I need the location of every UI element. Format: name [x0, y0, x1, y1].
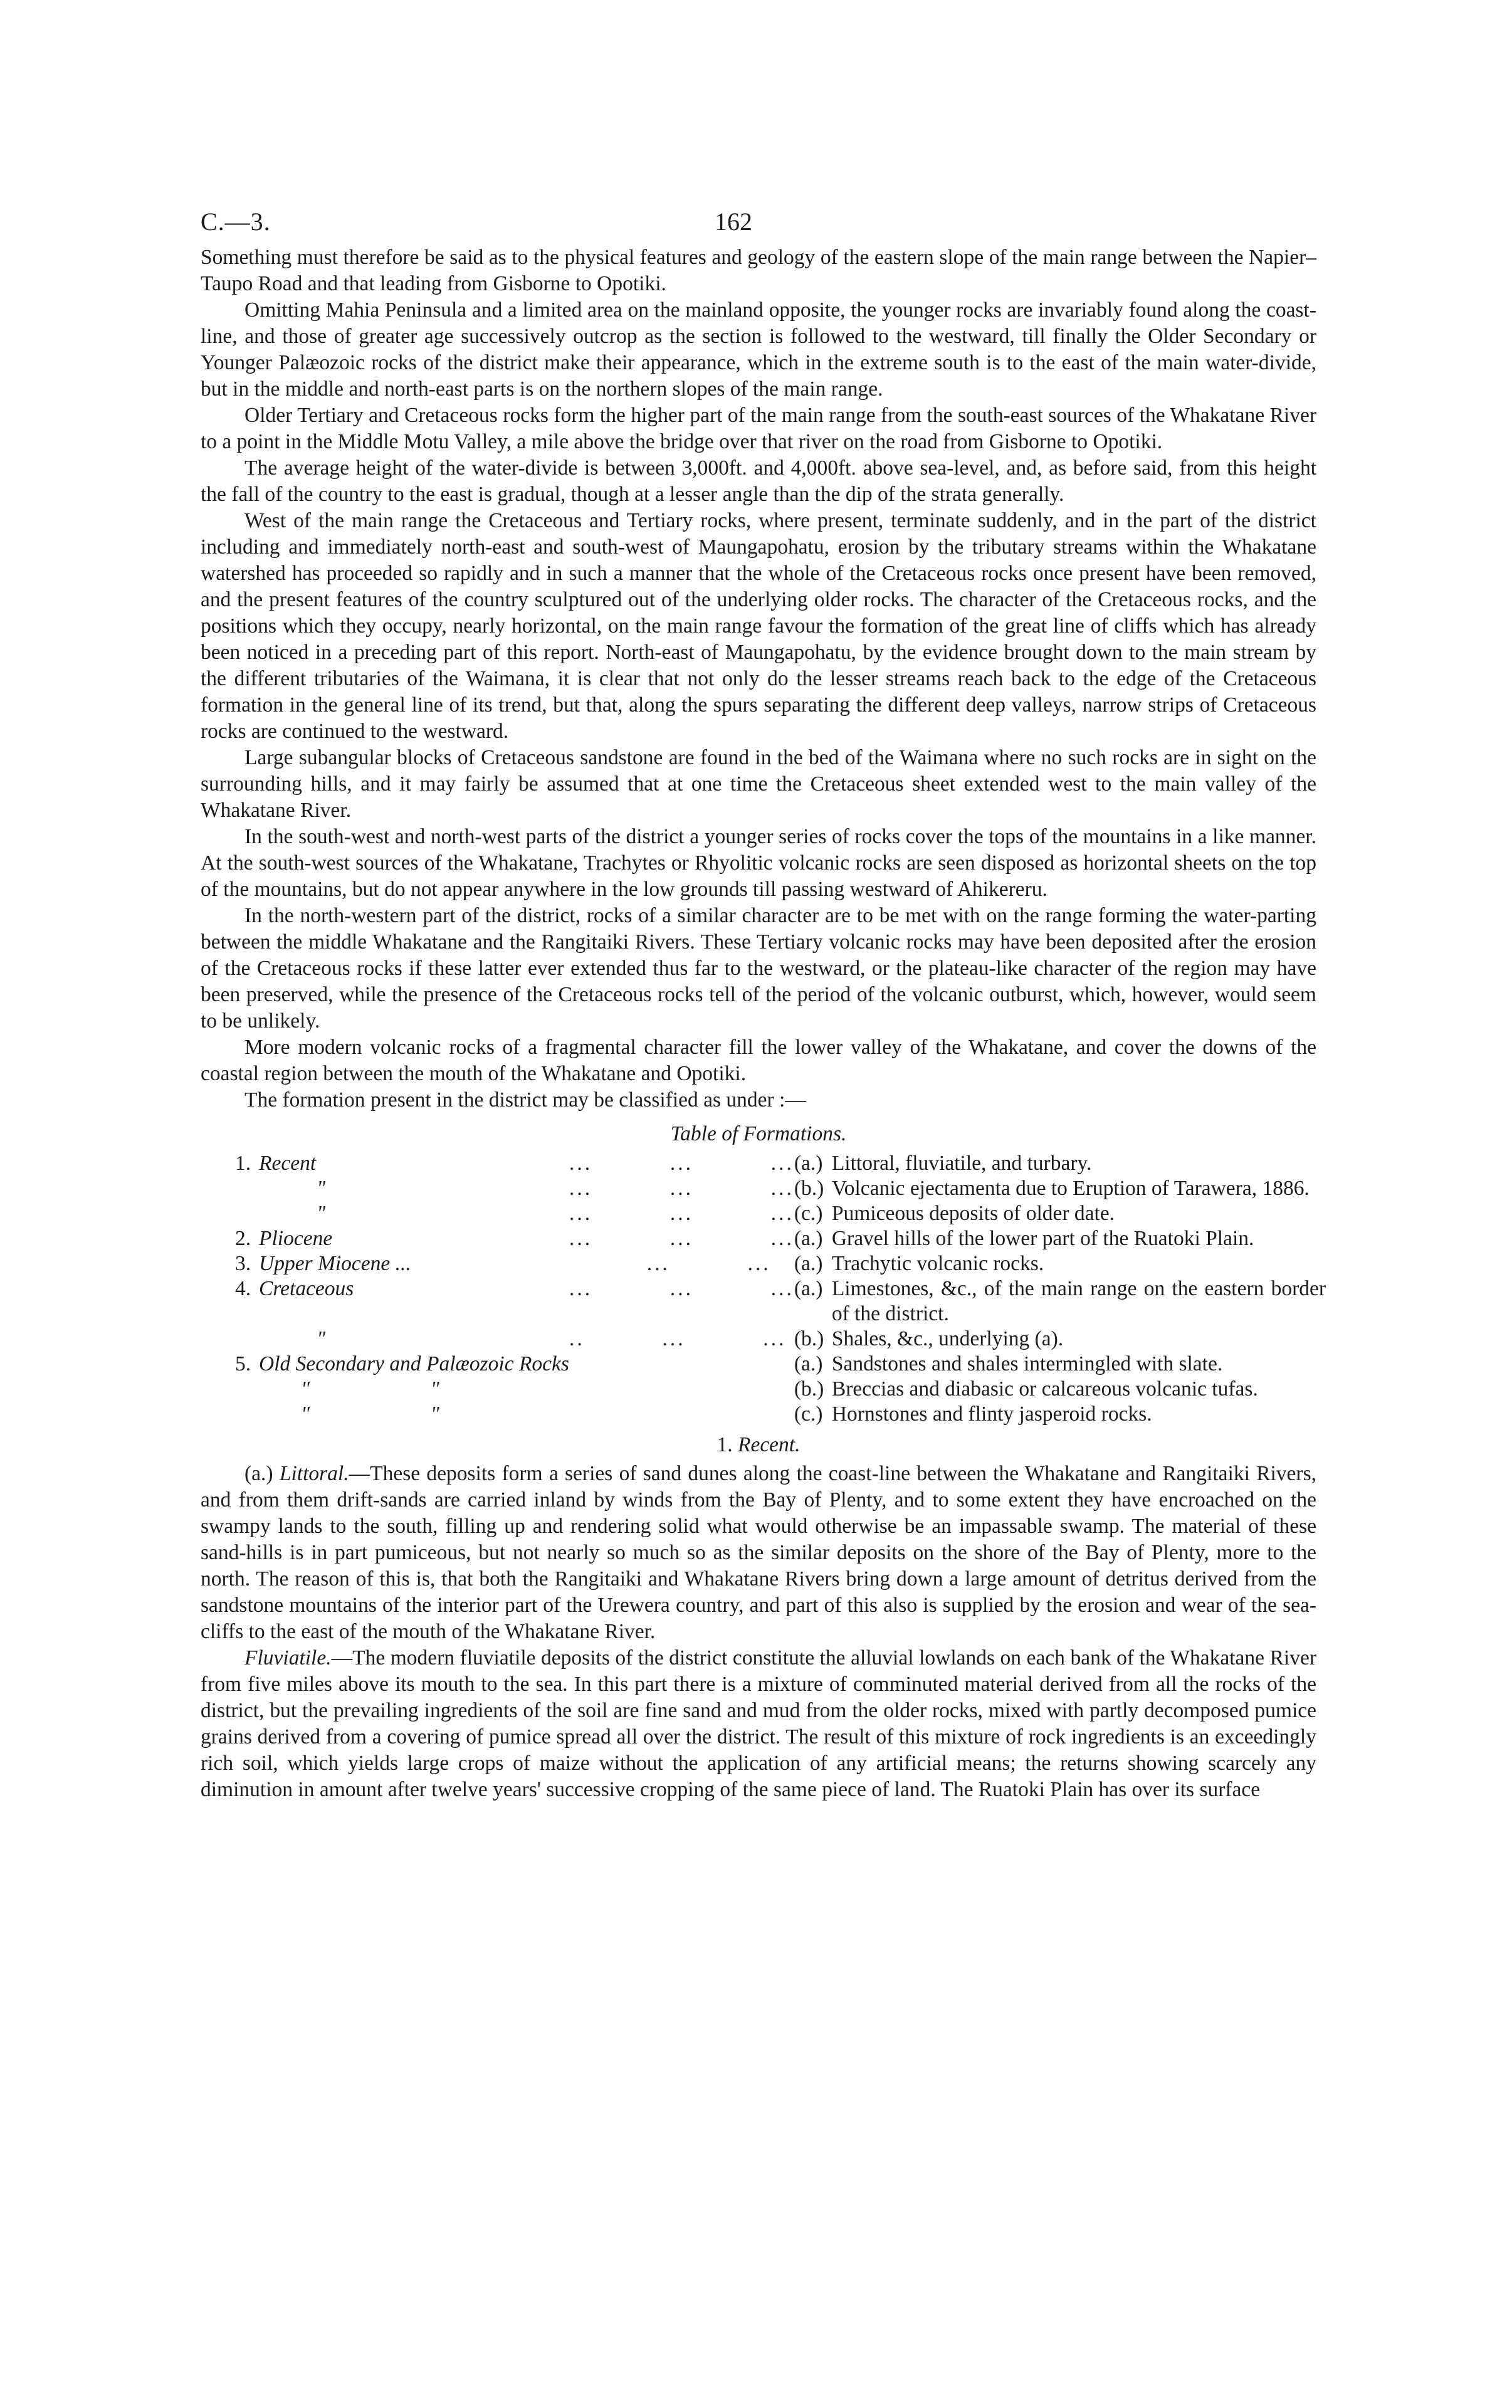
- table-caption: [201, 1121, 1316, 1147]
- formation-name: Upper Miocene ...: [259, 1252, 411, 1275]
- document-page: [201, 201, 1326, 1803]
- formation-number: [235, 1377, 259, 1402]
- formation-row: [235, 1377, 1326, 1402]
- formation-description: Limestones, &c., of the main range on the eastern border of the district.: [831, 1277, 1326, 1325]
- formation-description: Volcanic ejectamenta due to Eruption of Tarawera, 1886.: [831, 1177, 1310, 1200]
- section-title: Recent.: [737, 1433, 801, 1456]
- paragraph: West of the main range the Cretaceous and Tertiary rocks, where present, terminate suddenly, and in the part of the district including and immediately north-east and south-west of Maungapohatu, erosion by the tributary streams within the Whakatane watershed has proceeded so rapidly and in such a manner that the whole of the Cretaceous rocks once present have been removed, and the present features of the country sculptured out of the underlying older rocks. The character of the Cretaceous rocks, and the positions which they occupy, nearly horizontal, on the main range favour the formation of the great line of cliffs which has already been noticed in a preceding part of this report. North-east of Maungapohatu, by the evidence brought down to the main stream by the different tributaries of the Waimana, it is clear that not only do the lesser streams reach back to the edge of the Cretaceous formation in the general line of its trend, but that, along the spurs separating the different deep valleys, narrow strips of Cretaceous rocks are continued to the westward.: [201, 509, 1316, 743]
- fluviatile-text: —The modern fluviatile deposits of the district constitute the alluvial lowlands on each bank of the Whakatane River from five miles above its mouth to the sea. In this part there is a mixture of comminuted material derived from all the rocks of the district, but the prevailing ingredients of the soil are fine sand and mud from the older rocks, mixed with partly decomposed pumice grains derived from a covering of pumice spread all over the district. The result of this mixture of rock ingredients is an exceedingly rich soil, which yields large crops of maize without the application of any artificial means; the returns showing scarcely any diminution in amount after twelve years' successive cropping of the same piece of land. The Ruatoki Plain has over its surface: [201, 1646, 1316, 1801]
- formation-name: Cretaceous: [259, 1277, 354, 1300]
- formation-item-label: (a.): [794, 1152, 823, 1175]
- formation-description: Sandstones and shales intermingled with slate.: [831, 1352, 1223, 1375]
- formation-name: " ": [259, 1402, 439, 1426]
- paragraph: In the south-west and north-west parts of the district a younger series of rocks cover the tops of the mountains in a like manner. At the south-west sources of the Whakatane, Trachytes or Rhyolitic volcanic rocks are seen disposed as horizontal sheets on the top of the mountains, but do not appear anywhere in the low grounds till passing westward of Ahikereru.: [201, 825, 1316, 901]
- formation-row: [235, 1251, 1326, 1276]
- formation-number: 4.: [235, 1277, 251, 1300]
- formation-name: Old Secondary and Palæozoic Rocks: [259, 1352, 569, 1375]
- formation-description: Shales, &c., underlying (a).: [831, 1327, 1064, 1350]
- paragraph: Omitting Mahia Peninsula and a limited area on the mainland opposite, the younger rocks are invariably found along the coast-line, and those of greater age successively outcrop as the section is followed to the westward, till finally the Older Secondary or Younger Palæozoic rocks of the district make their appearance, which in the extreme south is to the east of the main water-divide, but in the middle and north-east parts is on the northern slopes of the main range.: [201, 298, 1316, 401]
- fluviatile-term: Fluviatile.: [244, 1646, 332, 1669]
- littoral-lead: (a.): [244, 1462, 280, 1485]
- paragraph: Something must therefore be said as to the physical features and geology of the eastern slope of the main range between the Napier–Taupo Road and that leading from Gisborne to Opotiki.: [201, 246, 1316, 295]
- paragraph: In the north-western part of the district, rocks of a similar character are to be met with on the range forming the water-parting between the middle Whakatane and the Rangitaiki Rivers. These Tertiary volcanic rocks may have been deposited after the erosion of the Cretaceous rocks if these latter ever extended thus far to the westward, or the plateau-like character of the region may have been preserved, while the presence of the Cretaceous rocks tell of the period of the volcanic outburst, which, however, would seem to be unlikely.: [201, 904, 1316, 1033]
- formation-leader-dots: ... ... ...: [569, 1177, 794, 1200]
- table-caption-suffix: Formations.: [743, 1122, 847, 1145]
- formation-name: ": [259, 1327, 326, 1350]
- paragraph-fluviatile: [201, 1645, 1316, 1803]
- formation-number: [235, 1201, 259, 1226]
- formation-number: [235, 1402, 259, 1427]
- formation-item-label: (a.): [794, 1352, 823, 1375]
- section-number: 1.: [717, 1433, 733, 1456]
- formation-leader-dots: ... ... ...: [569, 1227, 794, 1250]
- formation-row: [235, 1276, 1326, 1327]
- formation-description: Pumiceous deposits of older date.: [831, 1202, 1115, 1225]
- paragraph: Large subangular blocks of Cretaceous sandstone are found in the bed of the Waimana where no such rocks are in sight on the surrounding hills, and it may fairly be assumed that at one time the Cretaceous sheet extended west to the main valley of the Whakatane River.: [201, 746, 1316, 822]
- formation-item-label: (a.): [794, 1277, 823, 1300]
- table-caption-middle: of: [722, 1122, 738, 1145]
- formation-name: ": [259, 1177, 326, 1200]
- formation-leader-dots: ... ...: [569, 1252, 771, 1275]
- formation-name: " ": [259, 1377, 439, 1401]
- formation-description: Trachytic volcanic rocks.: [831, 1252, 1044, 1275]
- paragraph: The formation present in the district may be classified as under :—: [244, 1088, 806, 1112]
- body-text: [201, 244, 1326, 1803]
- formation-leader-dots: ... ... ...: [569, 1202, 794, 1225]
- formation-item-label: (c.): [794, 1202, 823, 1225]
- page-header: [201, 201, 1316, 244]
- section-heading: [201, 1432, 1316, 1458]
- formation-leader-dots: [569, 1352, 794, 1377]
- formation-leader-dots: [569, 1402, 794, 1427]
- formation-name: Pliocene: [259, 1227, 333, 1250]
- formation-number: 5.: [235, 1352, 251, 1375]
- littoral-text: —These deposits form a series of sand dunes along the coast-line between the Whakatane and Rangitaiki Rivers, and from them drift-sands are carried inland by winds from the Bay of Plenty, and to some extent they have encroached on the swampy lands to the south, filling up and rendering solid what would otherwise be an impassable swamp. The material of these sand-hills is in part pumiceous, but not nearly so much so as the similar deposits on the shore of the Bay of Plenty, more to the north. The reason of this is, that both the Rangitaiki and Whakatane Rivers bring down a large amount of detritus derived from the sandstone mountains of the interior part of the Urewera country, and part of this also is supplied by the erosion and wear of the sea-cliffs to the east of the mouth of the Whakatane River.: [201, 1462, 1316, 1643]
- formation-leader-dots: ... ... ...: [569, 1152, 794, 1175]
- formation-item-label: (b.): [794, 1327, 824, 1350]
- formation-name: Recent: [259, 1152, 317, 1175]
- page-number: 162: [715, 208, 752, 236]
- formation-row: [235, 1402, 1326, 1427]
- formation-number: [235, 1327, 259, 1352]
- document-reference: C.—3.: [201, 208, 271, 236]
- formation-row: [235, 1176, 1326, 1201]
- formation-item-label: (a.): [794, 1252, 823, 1275]
- paragraph: More modern volcanic rocks of a fragmental character fill the lower valley of the Whakatane, and cover the downs of the coastal region between the mouth of the Whakatane and Opotiki.: [201, 1036, 1316, 1085]
- paragraph: Older Tertiary and Cretaceous rocks form the higher part of the main range from the south-east sources of the Whakatane River to a point in the Middle Motu Valley, a mile above the bridge over that river on the road from Gisborne to Opotiki.: [201, 404, 1316, 453]
- formation-row: [235, 1327, 1326, 1352]
- formation-row: [235, 1352, 1326, 1377]
- formation-item-label: (b.): [794, 1377, 824, 1401]
- formations-table: [235, 1151, 1326, 1427]
- table-caption-prefix: Table: [670, 1122, 717, 1145]
- formation-name: ": [259, 1202, 326, 1225]
- formation-row: [235, 1151, 1326, 1176]
- formation-item-label: (a.): [794, 1227, 823, 1250]
- littoral-term: Littoral.: [279, 1462, 349, 1485]
- formation-description: Breccias and diabasic or calcareous volcanic tufas.: [831, 1377, 1258, 1401]
- formation-description: Littoral, fluviatile, and turbary.: [831, 1152, 1092, 1175]
- formation-number: 2.: [235, 1227, 251, 1250]
- paragraph: The average height of the water-divide is between 3,000ft. and 4,000ft. above sea-level, and, as before said, from this height the fall of the country to the east is gradual, though at a lesser angle than the dip of the strata generally.: [201, 456, 1316, 506]
- formation-item-label: (b.): [794, 1177, 824, 1200]
- paragraph-littoral: [201, 1461, 1316, 1645]
- formation-row: [235, 1226, 1326, 1251]
- formation-leader-dots: .. ... ...: [569, 1327, 787, 1350]
- formation-description: Gravel hills of the lower part of the Ruatoki Plain.: [831, 1227, 1254, 1250]
- formation-number: 3.: [235, 1252, 251, 1275]
- formation-description: Hornstones and flinty jasperoid rocks.: [831, 1402, 1152, 1426]
- formation-leader-dots: [569, 1377, 794, 1402]
- formation-item-label: (c.): [794, 1402, 823, 1426]
- formation-number: [235, 1176, 259, 1201]
- formation-leader-dots: ... ... ...: [569, 1277, 794, 1300]
- formation-row: [235, 1201, 1326, 1226]
- formation-number: 1.: [235, 1152, 251, 1175]
